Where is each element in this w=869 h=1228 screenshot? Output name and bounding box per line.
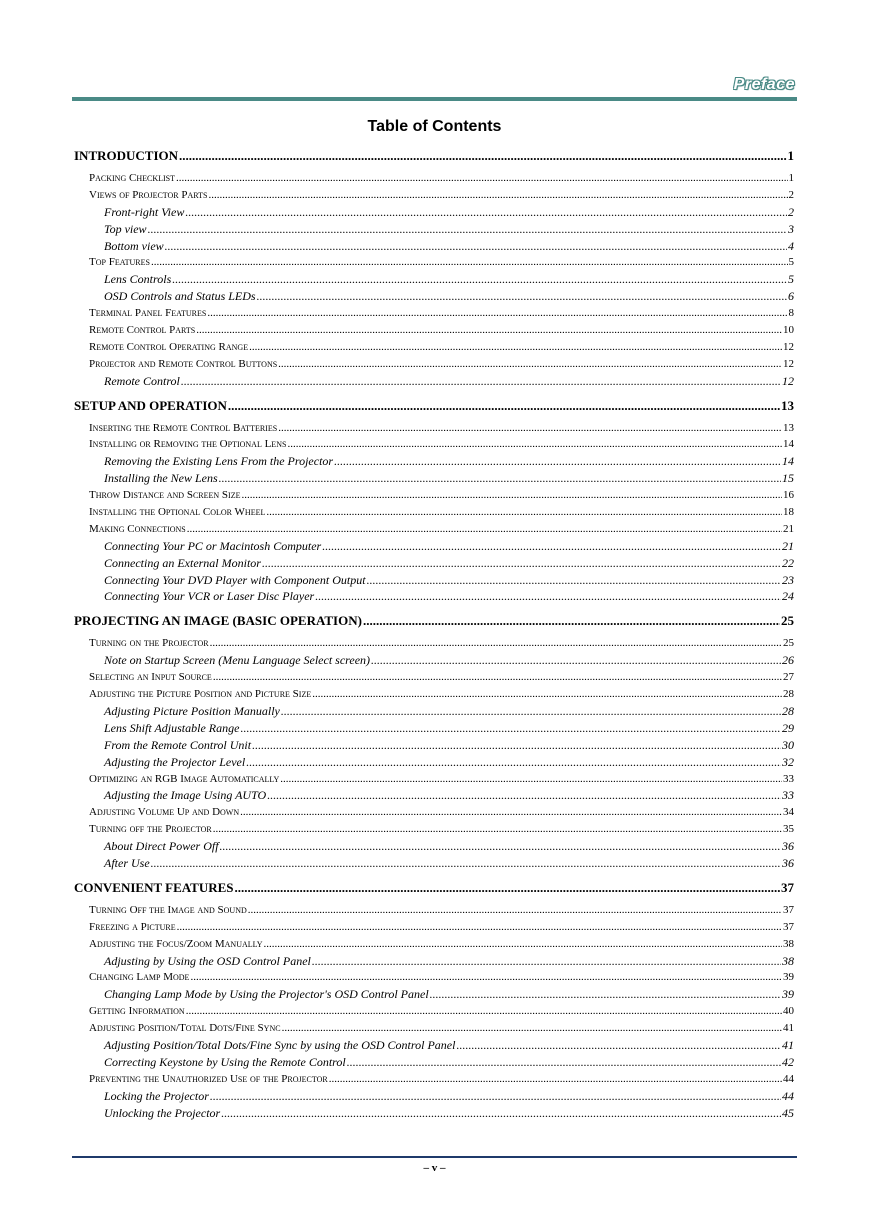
toc-entry-label: Adjusting Position/Total Dots/Fine Sync [89, 1022, 281, 1035]
toc-entry-page: 25 [781, 613, 794, 629]
toc-entry-page: 38 [783, 937, 794, 950]
toc-subsection-entry[interactable] [74, 238, 794, 255]
dot-leader [190, 969, 782, 986]
toc-subsection-entry[interactable] [74, 953, 794, 970]
toc-entry-label: OSD Controls and Status LEDs [104, 289, 256, 304]
toc-entry-label: INTRODUCTION [74, 148, 179, 163]
toc-entry-page: 29 [782, 720, 794, 735]
toc-entry-label: Adjusting Volume Up and Down [89, 806, 240, 819]
toc-entry-page: 39 [782, 987, 794, 1002]
toc-entry-label: Adjusting the Focus/Zoom Manually [89, 937, 263, 950]
toc-entry-label: Adjusting the Image Using AUTO [104, 788, 267, 803]
toc-chapter-entry[interactable] [74, 396, 794, 416]
toc-section-entry[interactable] [74, 1020, 794, 1037]
toc-subsection-entry[interactable] [74, 470, 794, 487]
toc-entry-page: 10 [783, 324, 794, 337]
dot-leader [151, 855, 781, 872]
toc-entry-label: Selecting an Input Source [89, 671, 212, 684]
dot-leader [334, 453, 781, 470]
toc-subsection-entry[interactable] [74, 720, 794, 737]
dot-leader [235, 878, 780, 898]
dot-leader [228, 396, 780, 416]
toc-entry-label: Front-right View [104, 204, 185, 219]
toc-entry-page: 41 [783, 1022, 794, 1035]
toc-entry-page: 12 [782, 373, 794, 388]
toc-entry-label: Preventing the Unauthorized Use of the Projector [89, 1072, 328, 1085]
toc-subsection-entry[interactable] [74, 838, 794, 855]
dot-leader [367, 572, 781, 589]
dot-leader [181, 373, 781, 390]
toc-entry-label: Adjusting Picture Position Manually [104, 703, 280, 718]
toc-subsection-entry[interactable] [74, 754, 794, 771]
dot-leader [267, 787, 781, 804]
toc-entry-label: About Direct Power Off [104, 839, 219, 854]
dot-leader [312, 686, 782, 703]
toc-entry-label: Getting Information [89, 1005, 185, 1018]
dot-leader [208, 187, 787, 204]
toc-subsection-entry[interactable] [74, 737, 794, 754]
dot-leader [278, 420, 782, 437]
toc-entry-label: Adjusting the Picture Position and Picture Size [89, 688, 312, 701]
toc-subsection-entry[interactable] [74, 288, 794, 305]
toc-entry-label: Packing Checklist [89, 172, 175, 184]
toc-subsection-entry[interactable] [74, 221, 794, 238]
toc-entry-page: 22 [782, 555, 794, 570]
toc-entry-page: 23 [782, 572, 794, 587]
toc-entry-label: Lens Shift Adjustable Range [104, 720, 240, 735]
toc-entry-label: Unlocking the Projector [104, 1105, 221, 1120]
toc-entry-page: 41 [782, 1037, 794, 1052]
toc-section-entry[interactable] [74, 686, 794, 703]
toc-entry-page: 13 [783, 421, 794, 434]
toc-entry-label: Throw Distance and Screen Size [89, 489, 241, 502]
toc-entry-page: 6 [788, 289, 794, 304]
page-number: – v – [423, 1162, 446, 1174]
toc-entry-page: 21 [782, 538, 794, 553]
page-title: Table of Contents [367, 118, 502, 135]
toc-section-entry[interactable] [74, 1071, 794, 1088]
dot-leader [219, 470, 781, 487]
toc-entry-page: 26 [782, 653, 794, 668]
dot-leader [196, 322, 782, 339]
toc-entry-page: 33 [782, 788, 794, 803]
toc-entry-label: Adjusting the Projector Level [104, 754, 246, 769]
toc-subsection-entry[interactable] [74, 652, 794, 669]
dot-leader [266, 504, 782, 521]
toc-entry-page: 37 [781, 879, 794, 895]
dot-leader [262, 555, 781, 572]
toc-entry-label: SETUP AND OPERATION [74, 397, 227, 413]
footer-rule [72, 1156, 797, 1158]
toc-subsection-entry[interactable] [74, 986, 794, 1003]
toc-entry-page: 38 [782, 953, 794, 968]
toc-section-entry[interactable] [74, 521, 794, 538]
dot-leader [241, 487, 782, 504]
toc-entry-page: 15 [782, 471, 794, 486]
dot-leader [329, 1071, 782, 1088]
toc-entry-label: Remote Control [104, 373, 180, 388]
toc-entry-page: 35 [783, 823, 794, 836]
toc-entry-page: 44 [783, 1072, 794, 1085]
dot-leader [371, 652, 781, 669]
dot-leader [264, 936, 782, 953]
header-rule [72, 97, 797, 101]
toc-entry-page: 37 [783, 903, 794, 916]
dot-leader [221, 1105, 781, 1122]
toc-entry-page: 39 [783, 971, 794, 984]
toc-subsection-entry[interactable] [74, 572, 794, 589]
toc-entry-page: 14 [782, 454, 794, 469]
dot-leader [282, 1020, 782, 1037]
toc-entry-label: Connecting an External Monitor [104, 555, 261, 570]
toc-entry-page: 1 [787, 148, 794, 163]
toc-entry-page: 18 [783, 506, 794, 519]
toc-subsection-entry[interactable] [74, 703, 794, 720]
toc-section-entry[interactable] [74, 902, 794, 919]
dot-leader [281, 703, 781, 720]
toc-entry-label: Adjusting by Using the OSD Control Panel [104, 953, 311, 968]
dot-leader [322, 538, 781, 555]
toc-section-entry[interactable] [74, 339, 794, 356]
toc-entry-label: Connecting Your PC or Macintosh Computer [104, 538, 322, 553]
toc-subsection-entry[interactable] [74, 271, 794, 288]
toc-entry-page: 13 [781, 397, 794, 413]
section-title: Preface [733, 76, 795, 93]
toc-entry-label: From the Remote Control Unit [104, 737, 252, 752]
toc-entry-page: 36 [782, 839, 794, 854]
toc-entry-label: Changing Lamp Mode by Using the Projector's OSD Control Panel [104, 987, 429, 1002]
table-of-contents [74, 146, 794, 1121]
dot-leader [257, 288, 787, 305]
toc-section-entry[interactable] [74, 936, 794, 953]
toc-section-entry[interactable] [74, 187, 794, 204]
toc-section-entry[interactable] [74, 420, 794, 437]
toc-entry-page: 24 [782, 589, 794, 604]
dot-leader [213, 821, 782, 838]
dot-leader [363, 611, 780, 631]
toc-entry-label: Inserting the Remote Control Batteries [89, 421, 278, 434]
toc-entry-page: 33 [783, 772, 794, 785]
toc-entry-page: 5 [788, 272, 794, 287]
dot-leader [287, 436, 782, 453]
dot-leader [207, 305, 787, 322]
toc-subsection-entry[interactable] [74, 373, 794, 390]
dot-leader [430, 986, 781, 1003]
toc-entry-page: 1 [788, 172, 794, 184]
toc-entry-page: 30 [782, 737, 794, 752]
toc-entry-label: Removing the Existing Lens From the Projector [104, 454, 334, 469]
toc-entry-label: Note on Startup Screen (Menu Language Select screen) [104, 653, 371, 668]
dot-leader [172, 271, 787, 288]
toc-entry-page: 12 [783, 340, 794, 353]
toc-entry-page: 8 [788, 307, 794, 320]
dot-leader [148, 221, 787, 238]
toc-chapter-entry[interactable] [74, 878, 794, 898]
toc-subsection-entry[interactable] [74, 1105, 794, 1122]
toc-entry-label: Connecting Your DVD Player with Component Output [104, 572, 366, 587]
dot-leader [252, 737, 781, 754]
toc-entry-page: 45 [782, 1105, 794, 1120]
toc-subsection-entry[interactable] [74, 1088, 794, 1105]
toc-entry-page: 5 [788, 256, 794, 269]
toc-section-entry[interactable] [74, 919, 794, 936]
toc-subsection-entry[interactable] [74, 555, 794, 572]
dot-leader [240, 804, 782, 821]
dot-leader [312, 953, 781, 970]
toc-entry-page: 37 [783, 920, 794, 933]
toc-section-entry[interactable] [74, 669, 794, 686]
dot-leader [240, 720, 781, 737]
toc-entry-label: Remote Control Parts [89, 324, 196, 337]
toc-entry-label: Turning off the Projector [89, 823, 212, 836]
toc-entry-label: Views of Projector Parts [89, 188, 208, 201]
toc-entry-label: Correcting Keystone by Using the Remote Control [104, 1054, 346, 1069]
toc-subsection-entry[interactable] [74, 204, 794, 221]
toc-entry-label: Changing Lamp Mode [89, 971, 190, 984]
toc-entry-label: Making Connections [89, 522, 186, 535]
toc-entry-label: After Use [104, 855, 150, 870]
toc-entry-label: Top view [104, 221, 147, 236]
toc-entry-page: 28 [782, 703, 794, 718]
dot-leader [210, 1088, 781, 1105]
toc-section-entry[interactable] [74, 305, 794, 322]
dot-leader [187, 521, 782, 538]
toc-entry-label: Turning on the Projector [89, 637, 209, 650]
toc-section-entry[interactable] [74, 436, 794, 453]
toc-section-entry[interactable] [74, 969, 794, 986]
dot-leader [186, 1003, 782, 1020]
dot-leader [347, 1054, 781, 1071]
toc-entry-page: 40 [783, 1005, 794, 1018]
toc-entry-page: 2 [788, 204, 794, 219]
toc-entry-label: Connecting Your VCR or Laser Disc Player [104, 589, 315, 604]
toc-entry-label: Freezing a Picture [89, 920, 176, 933]
toc-subsection-entry[interactable] [74, 787, 794, 804]
toc-entry-page: 25 [783, 637, 794, 650]
toc-entry-page: 16 [783, 489, 794, 502]
dot-leader [249, 339, 782, 356]
toc-entry-page: 32 [782, 754, 794, 769]
toc-section-entry[interactable] [74, 1003, 794, 1020]
toc-entry-page: 21 [783, 522, 794, 535]
toc-entry-label: Locking the Projector [104, 1088, 209, 1103]
toc-section-entry[interactable] [74, 771, 794, 788]
toc-entry-label: Projector and Remote Control Buttons [89, 357, 278, 370]
toc-entry-label: Lens Controls [104, 272, 172, 287]
toc-section-entry[interactable] [74, 804, 794, 821]
toc-subsection-entry[interactable] [74, 1037, 794, 1054]
toc-section-entry[interactable] [74, 254, 794, 271]
dot-leader [185, 204, 787, 221]
toc-entry-page: 28 [783, 688, 794, 701]
toc-entry-label: Optimizing an RGB Image Automatically [89, 772, 280, 785]
toc-section-entry[interactable] [74, 635, 794, 652]
dot-leader [315, 588, 781, 605]
dot-leader [179, 146, 786, 166]
toc-section-entry[interactable] [74, 487, 794, 504]
toc-entry-label: CONVENIENT FEATURES [74, 879, 234, 895]
toc-entry-label: Installing or Removing the Optional Lens [89, 438, 287, 451]
toc-entry-page: 2 [788, 188, 794, 201]
toc-entry-label: Bottom view [104, 238, 164, 253]
toc-entry-label: Remote Control Operating Range [89, 340, 249, 353]
toc-section-entry[interactable] [74, 821, 794, 838]
toc-entry-label: Installing the Optional Color Wheel [89, 506, 266, 519]
toc-entry-page: 36 [782, 855, 794, 870]
dot-leader [165, 238, 787, 255]
dot-leader [151, 254, 788, 271]
dot-leader [278, 356, 782, 373]
dot-leader [246, 754, 781, 771]
toc-entry-page: 27 [783, 671, 794, 684]
toc-entry-label: Installing the New Lens [104, 471, 218, 486]
toc-entry-page: 44 [782, 1088, 794, 1103]
dot-leader [456, 1037, 781, 1054]
toc-entry-label: PROJECTING AN IMAGE (BASIC OPERATION) [74, 613, 362, 629]
toc-entry-label: Turning Off the Image and Sound [89, 903, 247, 916]
toc-entry-page: 4 [788, 238, 794, 253]
dot-leader [248, 902, 782, 919]
toc-section-entry[interactable] [74, 356, 794, 373]
dot-leader [176, 170, 788, 187]
dot-leader [177, 919, 782, 936]
toc-entry-page: 12 [783, 357, 794, 370]
toc-entry-page: 34 [783, 806, 794, 819]
toc-subsection-entry[interactable] [74, 588, 794, 605]
toc-entry-page: 14 [783, 438, 794, 451]
toc-entry-label: Top Features [89, 256, 150, 269]
toc-subsection-entry[interactable] [74, 538, 794, 555]
dot-leader [280, 771, 782, 788]
toc-subsection-entry[interactable] [74, 1054, 794, 1071]
toc-entry-label: Adjusting Position/Total Dots/Fine Sync by using the OSD Control Panel [104, 1037, 456, 1052]
dot-leader [220, 838, 781, 855]
toc-entry-page: 3 [788, 221, 794, 236]
dot-leader [210, 635, 782, 652]
toc-chapter-entry[interactable] [74, 146, 794, 166]
toc-subsection-entry[interactable] [74, 453, 794, 470]
toc-section-entry[interactable] [74, 170, 794, 187]
toc-section-entry[interactable] [74, 504, 794, 521]
toc-entry-label: Terminal Panel Features [89, 307, 207, 320]
toc-section-entry[interactable] [74, 322, 794, 339]
toc-chapter-entry[interactable] [74, 611, 794, 631]
dot-leader [213, 669, 782, 686]
toc-subsection-entry[interactable] [74, 855, 794, 872]
toc-entry-page: 42 [782, 1054, 794, 1069]
